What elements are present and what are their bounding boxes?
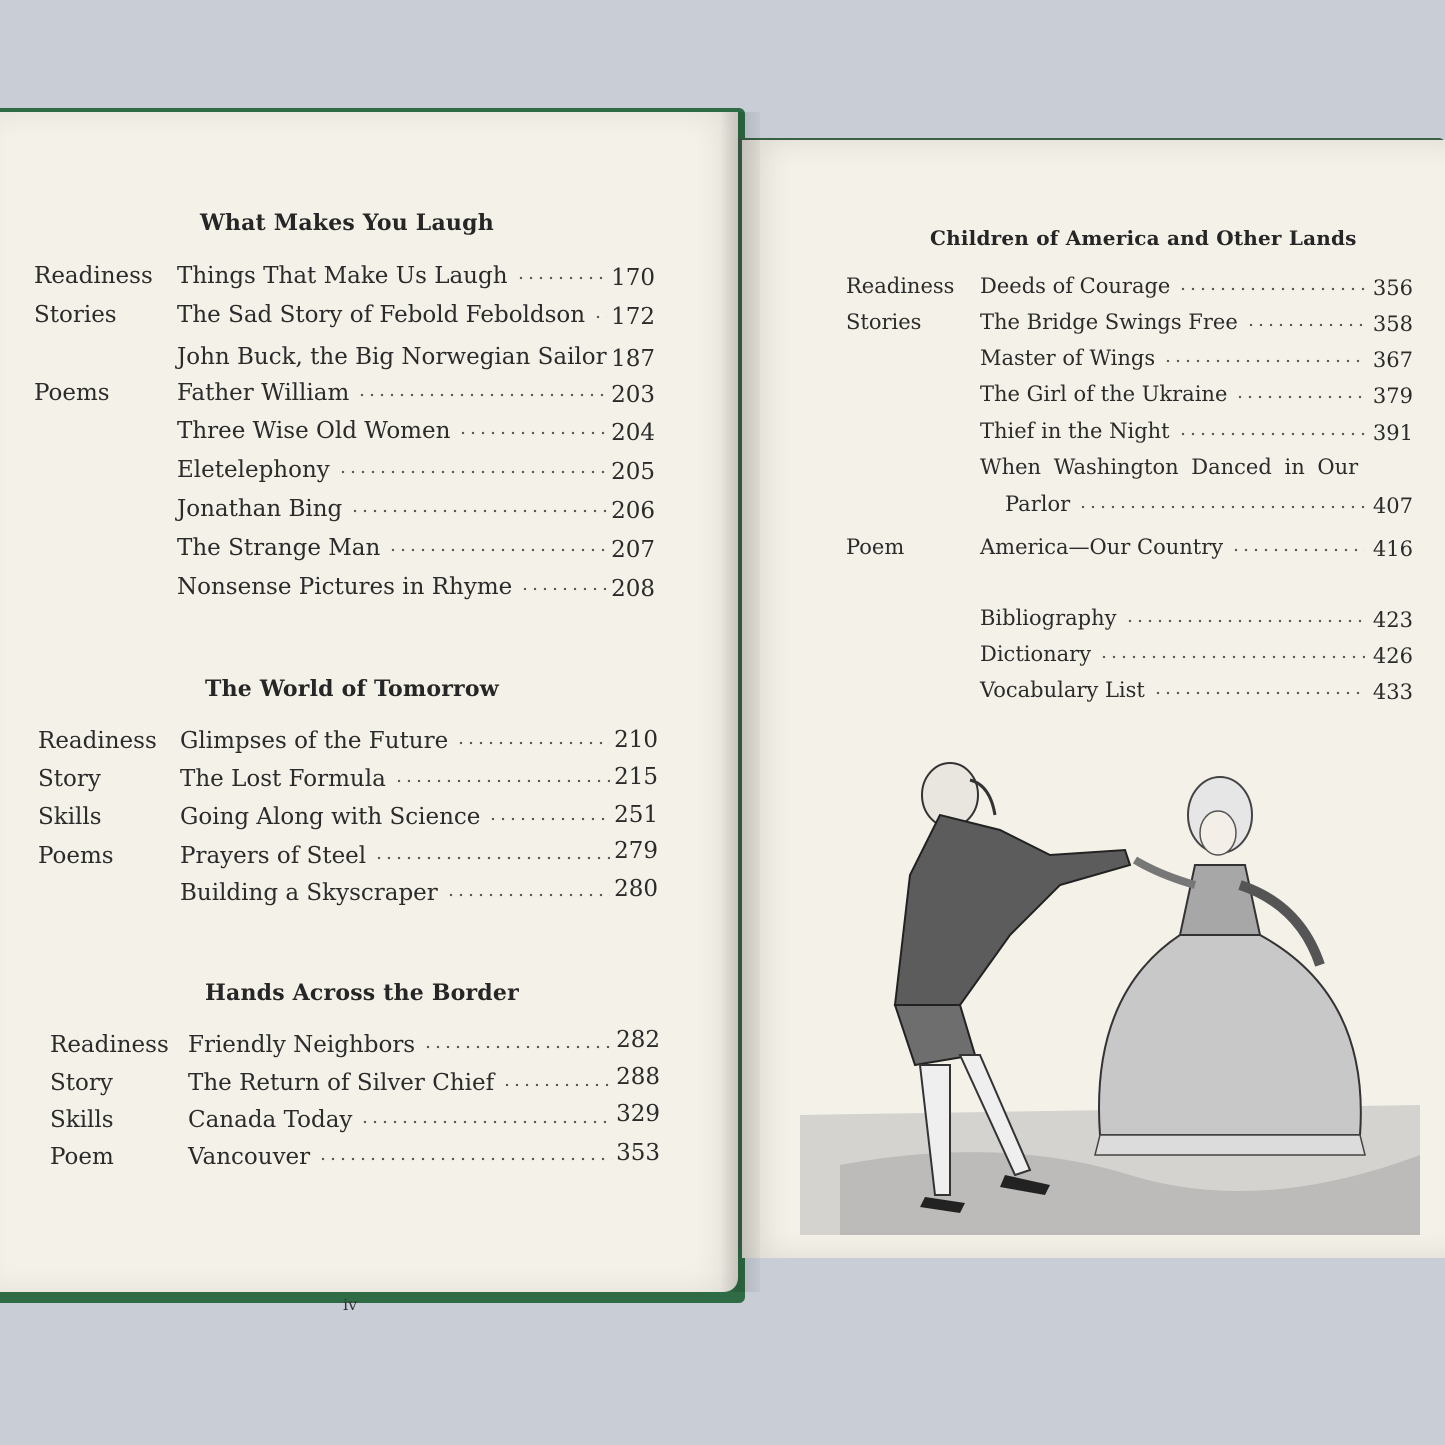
back-matter-entry: [980, 642, 1413, 676]
toc-category: Story: [38, 766, 101, 792]
toc-category: Readiness: [50, 1032, 169, 1058]
toc-entry: [846, 455, 1413, 489]
toc-page-number: 379: [1372, 384, 1413, 408]
leader-dots: [458, 431, 607, 435]
toc-title: Father William: [177, 380, 350, 406]
toc-page-number: 416: [1372, 537, 1413, 561]
toc-entry: [38, 766, 658, 800]
section-title: Children of America and Other Lands: [930, 226, 1357, 250]
toc-page-number: 433: [1372, 680, 1413, 704]
toc-page-number: 391: [1372, 421, 1413, 445]
toc-title: The Sad Story of Febold Feboldson: [177, 302, 586, 328]
toc-title: The Lost Formula: [180, 766, 386, 792]
toc-entry: [34, 344, 655, 378]
toc-page-number: 204: [611, 420, 655, 446]
toc-title: Parlor: [1005, 492, 1071, 516]
toc-entry: [50, 1064, 660, 1104]
toc-category: Poems: [38, 843, 114, 869]
leader-dots: [388, 548, 607, 552]
toc-title: Bibliography: [980, 606, 1117, 630]
toc-entry: [34, 496, 655, 530]
toc-page-number: 170: [611, 265, 655, 291]
toc-entry: [34, 263, 655, 297]
back-matter-entry: [980, 678, 1413, 712]
toc-category: Readiness: [38, 728, 157, 754]
toc-title: The Bridge Swings Free: [980, 310, 1238, 334]
leader-dots: [394, 779, 610, 783]
toc-category: Poem: [50, 1144, 114, 1170]
page-folio: iv: [343, 1295, 358, 1314]
left-page: [0, 112, 738, 1314]
leader-dots: [516, 276, 607, 280]
book-gutter: [720, 112, 760, 1292]
toc-entry: [50, 1027, 660, 1066]
lady-figure: [1095, 777, 1365, 1155]
leader-dots: [1099, 655, 1365, 659]
toc-category: Poem: [846, 535, 905, 559]
toc-page-number: 358: [1372, 312, 1413, 336]
toc-title: When Washington Danced in Our: [980, 455, 1359, 479]
toc-entry: [34, 418, 655, 452]
toc-title: The Strange Man: [177, 535, 381, 561]
leader-dots: [318, 1157, 612, 1161]
toc-entry: [846, 535, 1413, 569]
toc-entry: [34, 457, 655, 491]
toc-category: Poems: [34, 380, 110, 406]
leader-dots: [1246, 323, 1365, 327]
toc-title: Vocabulary List: [980, 678, 1145, 702]
toc-title: Glimpses of the Future: [180, 728, 449, 754]
leader-dots: [1178, 287, 1365, 291]
toc-entry: [50, 1101, 660, 1141]
toc-page-number: 205: [611, 459, 655, 485]
toc-entry: [34, 380, 655, 414]
toc-category: Stories: [34, 302, 117, 328]
toc-title: The Return of Silver Chief: [188, 1070, 495, 1096]
toc-title: Deeds of Courage: [980, 274, 1171, 298]
toc-page-number: 208: [611, 576, 655, 602]
toc-page-number: 356: [1372, 276, 1413, 300]
toc-page-number: 203: [611, 382, 655, 408]
toc-page-number: 367: [1372, 348, 1413, 372]
toc-title: Canada Today: [188, 1107, 353, 1133]
leader-dots: [360, 1120, 612, 1124]
toc-title: Thief in the Night: [980, 419, 1170, 443]
toc-entry: [846, 274, 1413, 308]
leader-dots: [423, 1045, 612, 1049]
toc-title: Going Along with Science: [180, 804, 481, 830]
toc-title: America—Our Country: [980, 535, 1224, 559]
toc-category: Readiness: [846, 274, 955, 298]
toc-entry: [38, 728, 658, 762]
toc-entry: [34, 574, 655, 608]
toc-page-number: 187: [611, 346, 655, 372]
toc-category: Stories: [846, 310, 922, 334]
toc-page-number: 288: [616, 1064, 660, 1090]
toc-entry: [38, 804, 658, 838]
toc-title: Eletelephony: [177, 457, 330, 483]
toc-page-number: 280: [614, 876, 658, 902]
toc-entry: [34, 302, 655, 336]
section-title: The World of Tomorrow: [205, 676, 499, 702]
toc-title: Building a Skyscraper: [180, 880, 438, 906]
toc-entry: [38, 876, 658, 914]
toc-title: Things That Make Us Laugh: [177, 263, 508, 289]
toc-entry: [50, 1140, 660, 1178]
toc-page-number: 251: [614, 802, 658, 828]
toc-page-number: 329: [616, 1101, 660, 1127]
leader-dots: [357, 393, 607, 397]
toc-category: Skills: [50, 1107, 114, 1133]
leader-dots: [338, 470, 607, 474]
toc-page-number: 279: [614, 838, 658, 864]
toc-page-number: 282: [616, 1027, 660, 1053]
back-matter-entry: [980, 606, 1413, 640]
leader-dots: [446, 893, 610, 897]
toc-title: Friendly Neighbors: [188, 1032, 416, 1058]
toc-entry: [846, 382, 1413, 416]
toc-title: Nonsense Pictures in Rhyme: [177, 574, 513, 600]
leader-dots: [1153, 691, 1365, 695]
toc-category: Story: [50, 1070, 113, 1096]
toc-category: Skills: [38, 804, 102, 830]
section-title: Hands Across the Border: [205, 980, 519, 1006]
leader-dots: [456, 741, 610, 745]
toc-title: John Buck, the Big Norwegian Sailor: [177, 344, 607, 370]
leader-dots: [520, 587, 607, 591]
leader-dots: [502, 1083, 612, 1087]
toc-entry: [846, 419, 1413, 453]
dance-illustration: [800, 735, 1420, 1235]
leader-dots: [1163, 359, 1365, 363]
toc-page-number: 353: [616, 1140, 660, 1166]
toc-page-number: 206: [611, 498, 655, 524]
toc-title: Dictionary: [980, 642, 1092, 666]
leader-dots: [350, 509, 607, 513]
toc-title: Vancouver: [188, 1144, 311, 1170]
toc-page-number: 210: [614, 727, 658, 753]
toc-page-number: 172: [611, 304, 655, 330]
leader-dots: [1231, 548, 1365, 552]
toc-page-number: 426: [1372, 644, 1413, 668]
leader-dots: [1078, 505, 1365, 509]
toc-entry: [34, 535, 655, 569]
toc-page-number: 423: [1372, 608, 1413, 632]
leader-dots: [1125, 619, 1365, 623]
leader-dots: [374, 856, 610, 860]
toc-page-number: 407: [1372, 494, 1413, 518]
leader-dots: [488, 817, 610, 821]
toc-page-number: 215: [614, 764, 658, 790]
leader-dots: [1235, 395, 1365, 399]
leader-dots: [1178, 432, 1365, 436]
toc-title: Prayers of Steel: [180, 843, 367, 869]
toc-entry: [846, 310, 1413, 344]
toc-title: Master of Wings: [980, 346, 1156, 370]
toc-title: Jonathan Bing: [177, 496, 343, 522]
toc-entry: [38, 838, 658, 877]
toc-title: The Girl of the Ukraine: [980, 382, 1228, 406]
toc-entry: [846, 346, 1413, 380]
toc-title: Three Wise Old Women: [177, 418, 451, 444]
toc-entry: [846, 492, 1413, 526]
section-title: What Makes You Laugh: [200, 210, 494, 236]
toc-page-number: 207: [611, 537, 655, 563]
toc-category: Readiness: [34, 263, 153, 289]
